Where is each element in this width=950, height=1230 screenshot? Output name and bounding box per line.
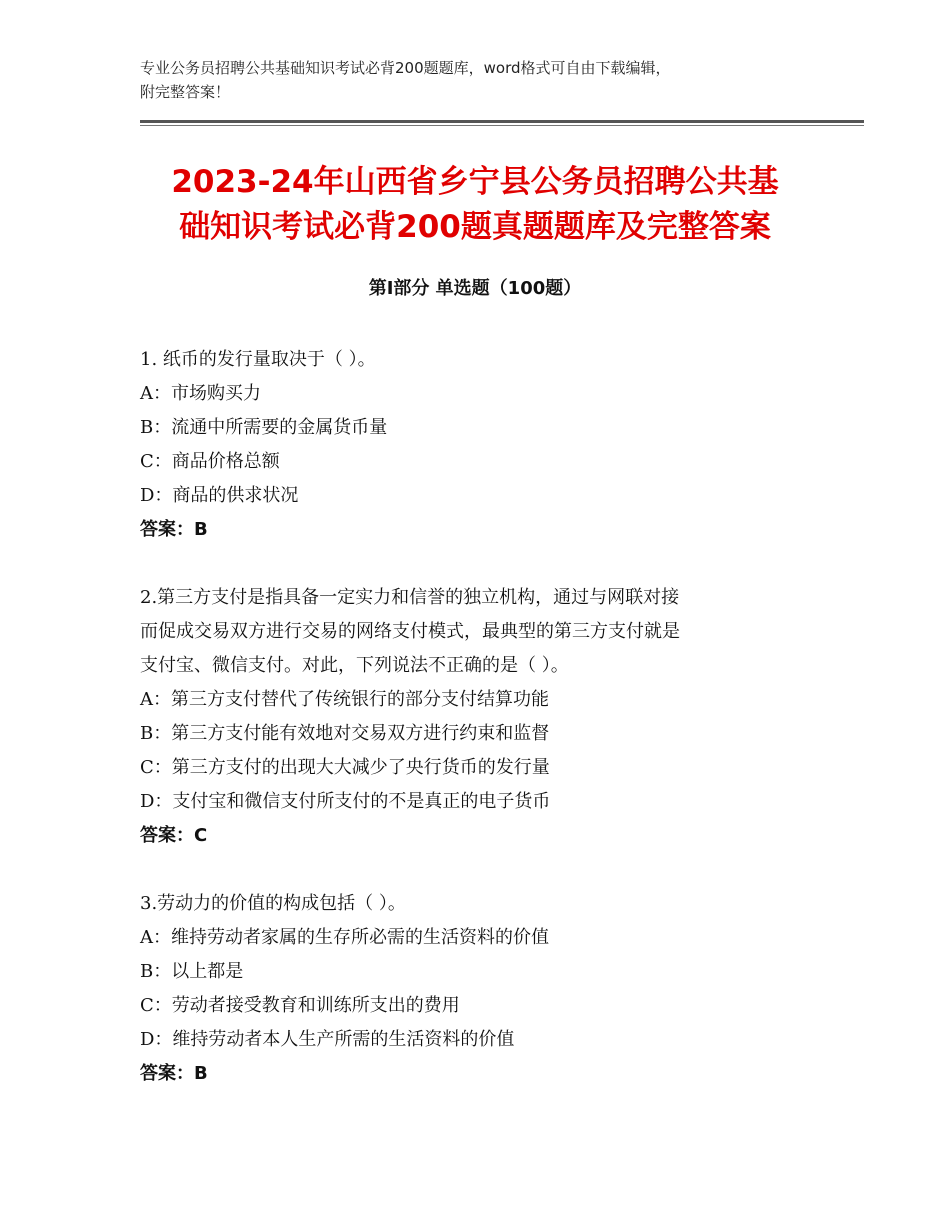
option-c: C：劳动者接受教育和训练所支出的费用	[140, 995, 460, 1016]
question-list	[140, 343, 810, 1091]
question-stem-line: 2.第三方支付是指具备一定实力和信誉的独立机构，通过与网联对接	[140, 587, 680, 608]
option-c: C：商品价格总额	[140, 451, 280, 472]
header-divider	[140, 120, 864, 126]
question-stem	[140, 581, 810, 683]
question-stem	[140, 887, 810, 921]
option-d: D：支付宝和微信支付所支付的不是真正的电子货币	[140, 791, 551, 812]
question-3	[140, 887, 810, 1091]
option-d: D：商品的供求状况	[140, 485, 299, 506]
question-stem	[140, 343, 810, 377]
question-stem-line: 3.劳动力的价值的构成包括（ ）。	[140, 893, 406, 914]
option-b: B：流通中所需要的金属货币量	[140, 417, 388, 438]
header-divider-thick	[140, 120, 864, 123]
option-a: A：维持劳动者家属的生存所必需的生活资料的价值	[140, 927, 549, 948]
answer: 答案：B	[140, 1063, 208, 1084]
answer: 答案：C	[140, 825, 208, 846]
option-a: A：第三方支付替代了传统银行的部分支付结算功能	[140, 689, 549, 710]
header-divider-thin	[140, 125, 864, 126]
question-1	[140, 343, 810, 547]
document-title-line-2: 础知识考试必背200题真题题库及完整答案	[179, 209, 771, 245]
header-note	[140, 56, 820, 104]
option-b: B：以上都是	[140, 961, 244, 982]
question-stem-line: 支付宝、微信支付。对此，下列说法不正确的是（ ）。	[140, 655, 569, 676]
option-d: D：维持劳动者本人生产所需的生活资料的价值	[140, 1029, 515, 1050]
document-title	[140, 160, 810, 250]
answer: 答案：B	[140, 519, 208, 540]
option-a: A：市场购买力	[140, 383, 261, 404]
option-c: C：第三方支付的出现大大减少了央行货币的发行量	[140, 757, 550, 778]
header-note-line-1: 专业公务员招聘公共基础知识考试必背200题题库，word格式可自由下载编辑，	[140, 59, 671, 77]
document-title-line-1: 2023-24年山西省乡宁县公务员招聘公共基	[171, 164, 779, 200]
section-title: 第Ⅰ部分 单选题（100题）	[368, 278, 582, 299]
question-2	[140, 581, 810, 853]
header-note-line-2: 附完整答案！	[140, 83, 231, 101]
question-stem-line: 而促成交易双方进行交易的网络支付模式，最典型的第三方支付就是	[140, 621, 680, 642]
question-stem-line: 1. 纸币的发行量取决于（ ）。	[140, 349, 376, 370]
option-b: B：第三方支付能有效地对交易双方进行约束和监督	[140, 723, 550, 744]
